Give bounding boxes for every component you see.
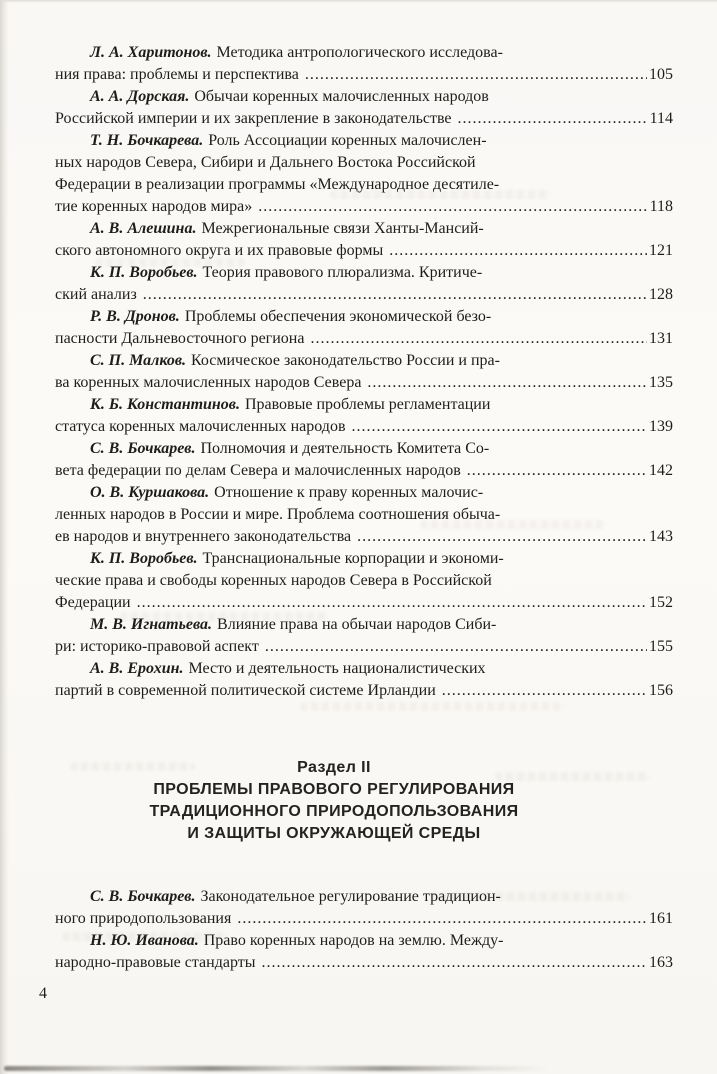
toc-entry-author: О. В. Куршакова. [90, 484, 210, 501]
toc-entry-first-line [55, 548, 673, 570]
toc-entry [55, 438, 673, 482]
toc-entry-line [55, 636, 673, 658]
toc-entry-line [55, 680, 673, 702]
toc-entry-author: Н. Ю. Иванова. [90, 932, 199, 949]
toc-entry-text: Роль Ассоциации коренных малочислен- [208, 132, 487, 149]
toc-entry-page-number: 152 [649, 594, 673, 611]
toc-entry-text: Транснациональные корпорации и экономи- [202, 550, 504, 567]
toc-entry-page-number: 156 [649, 682, 673, 699]
dot-leader [310, 328, 647, 350]
toc-section-2 [55, 886, 673, 974]
toc-entry-line [55, 284, 673, 306]
toc-entry-line [55, 240, 673, 262]
dot-leader [458, 108, 648, 130]
toc-entry-line [55, 152, 673, 174]
toc-entry-text: ский анализ [55, 286, 137, 303]
toc-entry-text: Право коренных народов на землю. Между- [203, 932, 504, 949]
toc-entry [55, 394, 673, 438]
section-heading-line: ПРОБЛЕМЫ ПРАВОВОГО РЕГУЛИРОВАНИЯ [153, 781, 515, 798]
toc-entry-line [55, 460, 673, 482]
toc-entry-text: Место и деятельность националистических [188, 660, 486, 677]
toc-entry-text: партий в современной политической системе Ирландии [55, 682, 436, 699]
dot-leader [237, 908, 647, 930]
toc-entry-first-line [55, 86, 673, 108]
toc-entry-line [55, 570, 673, 592]
toc-entry-text: ского автономного округа и их правовые формы [55, 242, 384, 259]
dot-leader [261, 952, 647, 974]
toc-entry-text: ев народов и внутреннего законодательства [55, 528, 352, 545]
toc-entry-line [55, 908, 673, 930]
toc-entry-author: Л. А. Харитонов. [90, 44, 212, 61]
toc-entry-first-line [55, 130, 673, 152]
toc-entry-text: народно-правовые стандарты [55, 954, 256, 971]
toc-entry-line [55, 416, 673, 438]
toc-entry-text: пасности Дальневосточного региона [55, 330, 305, 347]
toc-entry-text: Межрегиональные связи Ханты-Мансий- [201, 220, 484, 237]
toc-entry-text: ва коренных малочисленных народов Севера [55, 374, 362, 391]
toc-entry-page-number: 131 [649, 330, 673, 347]
section-heading-kicker: Раздел II [297, 759, 371, 776]
toc-entry-author: С. П. Малков. [90, 352, 186, 369]
toc-entry [55, 262, 673, 306]
toc-entry-page-number: 128 [649, 286, 673, 303]
toc-entry [55, 306, 673, 350]
toc-entry-text: Федерации [55, 594, 131, 611]
toc-entry-text: Методика антропологического исследова- [216, 44, 503, 61]
toc-entry-author: М. В. Игнатьева. [90, 616, 213, 633]
toc-entry [55, 548, 673, 614]
toc-entry-line [55, 108, 673, 130]
toc-entry-line [55, 592, 673, 614]
toc-entry-author: Р. В. Дронов. [90, 308, 180, 325]
toc-entry-author: К. Б. Константинов. [90, 396, 240, 413]
dot-leader [265, 636, 647, 658]
dot-leader [357, 526, 647, 548]
page-edge-shading-top [0, 0, 717, 3]
dot-leader [367, 372, 647, 394]
toc-entry-text: Космическое законодательство России и пра- [190, 352, 500, 369]
toc-entry-line [55, 328, 673, 350]
toc-entry-first-line [55, 262, 673, 284]
toc-entry-first-line [55, 350, 673, 372]
toc-entry-text: Российской империи и их закрепление в законодательстве [55, 110, 452, 127]
toc-entry-page-number: 163 [649, 954, 673, 971]
toc-entry-line [55, 526, 673, 548]
toc-entry-first-line [55, 482, 673, 504]
toc-entry-text: Федерации в реализации программы «Международное десятиле- [55, 176, 500, 193]
toc-entry-text: Отношение к праву коренных малочис- [214, 484, 484, 501]
toc-entry-page-number: 118 [649, 198, 673, 215]
toc-entry-page-number: 155 [649, 638, 673, 655]
toc-entry-text: Теория правового плюрализма. Критиче- [202, 264, 483, 281]
toc-entry-text: статуса коренных малочисленных народов [55, 418, 346, 435]
toc-entry-author: А. А. Дорская. [90, 88, 190, 105]
page-number: 4 [39, 985, 47, 1002]
toc-entry-text: ного природопользования [55, 910, 232, 927]
toc-entry-text: Правовые проблемы регламентации [244, 396, 491, 413]
page-edge-shading [0, 0, 9, 1074]
toc-entry-author: А. В. Ерохин. [90, 660, 184, 677]
dot-leader [352, 416, 648, 438]
dot-leader [143, 284, 647, 306]
toc-entry-line [55, 196, 673, 218]
toc-entry-line [55, 174, 673, 196]
toc-entry-page-number: 114 [649, 110, 673, 127]
toc-entry [55, 482, 673, 548]
toc-entry-text: ленных народов в России и мире. Проблема соотношения обыча- [55, 506, 501, 523]
toc-entry-author: К. П. Воробьев. [90, 264, 198, 281]
scan-edge-shadow [4, 1066, 549, 1071]
toc-entry [55, 658, 673, 702]
toc-entry [55, 886, 673, 930]
toc-entry-author: Т. Н. Бочкарева. [90, 132, 204, 149]
toc-entry-text: тие коренных народов мира» [55, 198, 253, 215]
toc-entry-line [55, 504, 673, 526]
toc-entry-line [55, 372, 673, 394]
toc-entry [55, 614, 673, 658]
dot-leader [467, 460, 647, 482]
toc-entry-page-number: 105 [649, 66, 673, 83]
toc-entry [55, 130, 673, 218]
toc-entry-author: С. В. Бочкарев. [90, 888, 196, 905]
toc-entry [55, 42, 673, 86]
toc-entry [55, 86, 673, 130]
dot-leader [442, 680, 647, 702]
toc-entry-text: ния права: проблемы и перспектива [55, 66, 299, 83]
toc-entry-text: ных народов Севера, Сибири и Дальнего Востока Российской [55, 154, 476, 171]
toc-entry-text: ческие права и свободы коренных народов Севера в Российской [55, 572, 492, 589]
toc-entry [55, 350, 673, 394]
toc-content [55, 42, 673, 974]
dot-leader [389, 240, 647, 262]
toc-entry-first-line [55, 306, 673, 328]
toc-entry-first-line [55, 42, 673, 64]
toc-entry-page-number: 139 [649, 418, 673, 435]
toc-entry-page-number: 121 [649, 242, 673, 259]
section-heading-line: И ЗАЩИТЫ ОКРУЖАЮЩЕЙ СРЕДЫ [187, 825, 481, 842]
toc-entry-page-number: 143 [649, 528, 673, 545]
toc-entry-text: вета федерации по делам Севера и малочисленных народов [55, 462, 461, 479]
toc-entry [55, 930, 673, 974]
toc-entry-page-number: 142 [649, 462, 673, 479]
dot-leader [258, 196, 647, 218]
toc-entry [55, 218, 673, 262]
toc-entry-text: ри: историко-правовой аспект [55, 638, 259, 655]
toc-entry-line [55, 952, 673, 974]
toc-entry-first-line [55, 394, 673, 416]
toc-entry-first-line [55, 438, 673, 460]
section-heading [55, 757, 673, 845]
toc-entry-author: С. В. Бочкарев. [90, 440, 196, 457]
toc-entry-first-line [55, 614, 673, 636]
toc-entry-author: К. П. Воробьев. [90, 550, 198, 567]
toc-entry-page-number: 135 [649, 374, 673, 391]
toc-entry-first-line [55, 930, 673, 952]
section-heading-line: ТРАДИЦИОННОГО ПРИРОДОПОЛЬЗОВАНИЯ [149, 803, 519, 820]
toc-entry-first-line [55, 658, 673, 680]
dot-leader [305, 64, 647, 86]
toc-entry-page-number: 161 [649, 910, 673, 927]
toc-entry-line [55, 64, 673, 86]
dot-leader [137, 592, 647, 614]
toc-entry-text: Проблемы обеспечения экономической безо- [184, 308, 492, 325]
toc-section-1 [55, 42, 673, 702]
toc-entry-author: А. В. Алешина. [90, 220, 197, 237]
toc-entry-text: Обычаи коренных малочисленных народов [194, 88, 489, 105]
toc-entry-text: Влияние права на обычаи народов Сиби- [217, 616, 497, 633]
toc-entry-first-line [55, 886, 673, 908]
toc-entry-text: Законодательное регулирование традицион- [200, 888, 501, 905]
toc-entry-first-line [55, 218, 673, 240]
toc-entry-text: Полномочия и деятельность Комитета Со- [200, 440, 490, 457]
